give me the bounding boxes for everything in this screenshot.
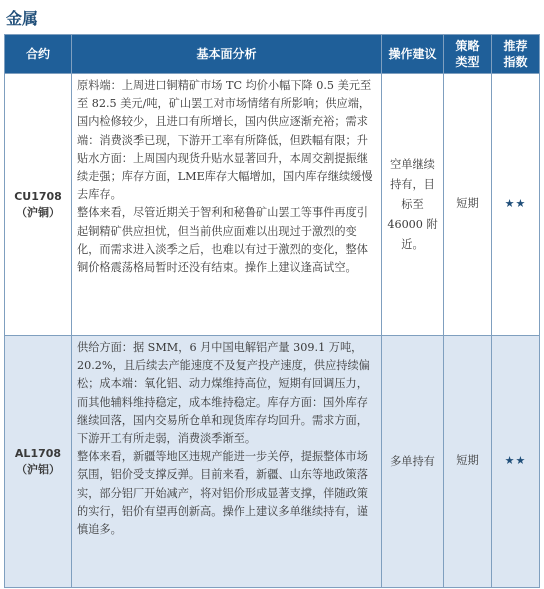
analysis-paragraph: 整体来看，尽管近期关于智利和秘鲁矿山罢工等事件再度引起铜精矿供应担忧，但当前供应面难以出现过于激烈的变化，而需求进入淡季之后，也难以有过于激烈的变化，整体铜价格震荡格局暂时还没有结束。操作上建议逢高试空。 [77,206,368,275]
contract-code: AL1708 [14,446,62,460]
table-header-row [5,35,540,74]
header-rating [492,35,540,74]
advice-cell: 多单持有 [382,336,444,588]
header-strategy-line1: 策略 [455,39,480,53]
rating-stars: ★★ [492,336,540,588]
strategy-cell: 短期 [444,336,492,588]
header-advice: 操作建议 [382,35,444,74]
advice-cell: 空单继续持有，目标至 46000 附近。 [382,74,444,336]
contract-name: （沪铜） [16,205,60,219]
header-rating-line2: 指数 [503,55,528,69]
analysis-paragraph: 原料端：上周进口铜精矿市场 TC 均价小幅下降 0.5 美元至至 82.5 美元/吨，矿山罢工对市场情绪有所影响；供应端，国内检修较少，且进口有所增长，国内供应逐渐充裕；需求端：消费淡季已现，下游开工率有所降低，但跌幅有限；升贴水方面：上周国内现货升贴水显著回升，本周交割提振继续走强；库存方面，LME库存大幅增加，国内库存继续缓慢去库存。 [77,79,373,202]
header-analysis: 基本面分析 [72,35,382,74]
header-strategy-line2: 类型 [455,55,480,69]
header-strategy [444,35,492,74]
strategy-cell: 短期 [444,74,492,336]
section-title: 金属 [6,9,39,28]
analysis-cell [72,74,382,336]
table-row [5,74,540,336]
contract-cell [5,74,72,336]
rating-stars: ★★ [492,74,540,336]
analysis-cell [72,336,382,588]
table-row [5,336,540,588]
metals-analysis-table [4,34,540,588]
analysis-paragraph: 整体来看，新疆等地区违规产能进一步关停，提振整体市场氛围，铝价受支撑反弹。目前来看，新疆、山东等地政策落实，部分铝厂开始减产，将对铝价形成显著支撑，伴随政策的实行，铝价有望再创新高。操作上建议多单继续持有，谨慎追多。 [77,450,368,537]
contract-cell [5,336,72,588]
header-rating-line1: 推荐 [503,39,528,53]
contract-name: （沪铝） [16,462,60,476]
header-contract: 合约 [5,35,72,74]
analysis-paragraph: 供给方面：据 SMM，6 月中国电解铝产量 309.1 万吨，20.2%，且后续去产能速度不及复产投产速度，供应持续偏松；成本端：氧化铝、动力煤维持高位，短期有回调压力，而其他辅料维持稳定，成本维持稳定。库存方面：国外库存继续回落，国内交易所仓单和现货库存均回升。需求方面，下游开工有所走弱，消费淡季渐至。 [77,341,370,446]
contract-code: CU1708 [14,189,62,203]
